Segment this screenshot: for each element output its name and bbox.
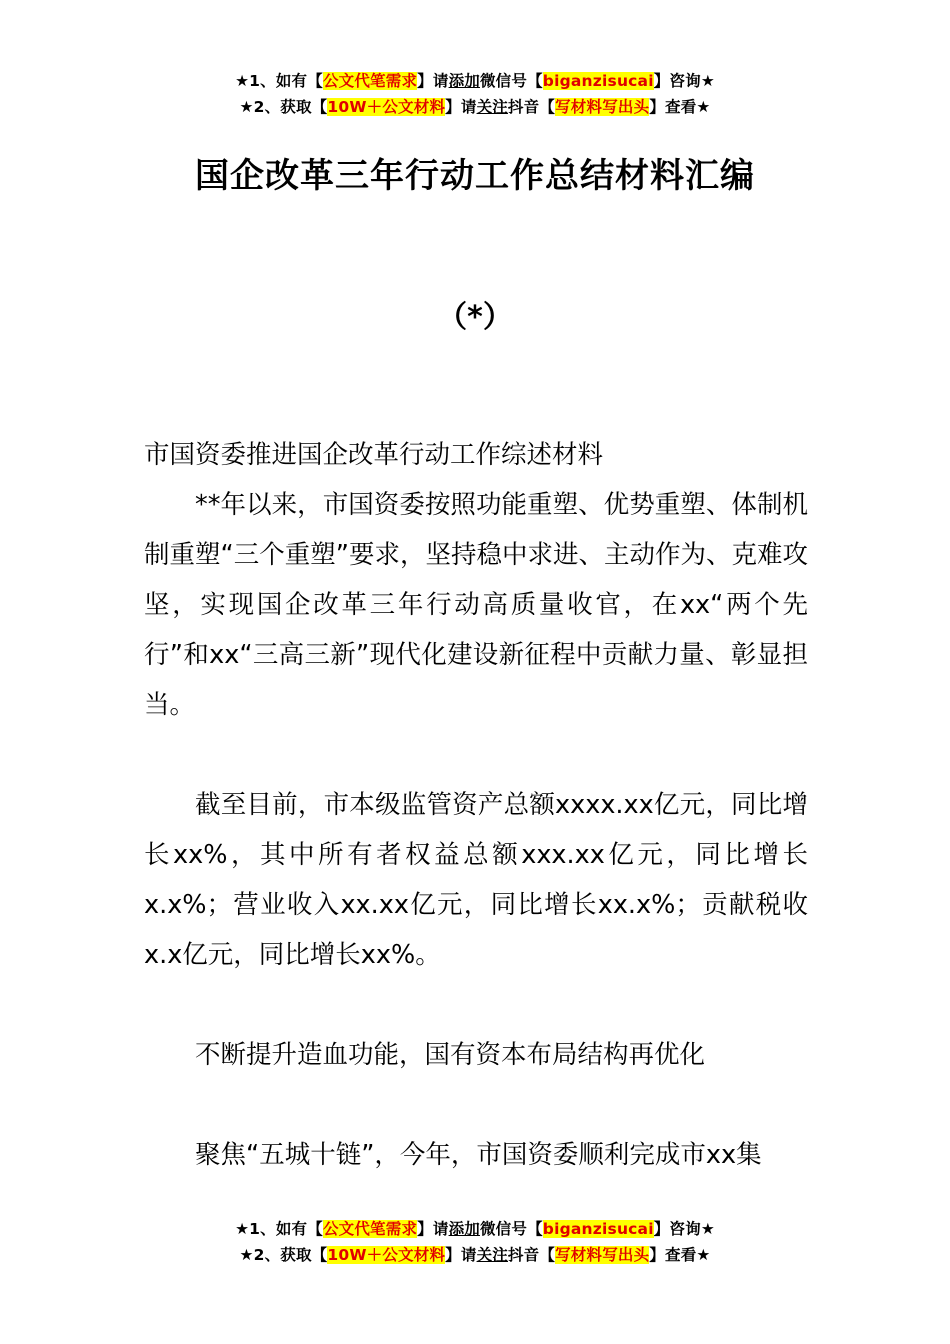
highlight-materials: 10W＋公文材料 [327,1246,446,1264]
paragraph: 聚焦“五城十链”，今年，市国资委顺利完成市xx集 [195,1140,762,1170]
highlight-douyin-account: 写材料写出头 [555,98,650,116]
highlight-service: 公文代笔需求 [322,1220,418,1238]
notice-line-1: ★1、如有【公文代笔需求】请添加微信号【biganzisucai】咨询★ [235,72,715,90]
subsection-heading: 不断提升造血功能，国有资本布局结构再优化 [195,1040,706,1070]
notice-line-1: ★1、如有【公文代笔需求】请添加微信号【biganzisucai】咨询★ [235,1220,715,1238]
document-body [144,430,808,1180]
highlight-douyin-account: 写材料写出头 [555,1246,650,1264]
document-title: 国企改革三年行动工作总结材料汇编 [195,156,755,196]
paragraph: **年以来，市国资委按照功能重塑、优势重塑、体制机制重塑“三个重塑”要求，坚持稳中求进、主动作为、克难攻坚，实现国企改革三年行动高质量收官，在xx“两个先行”和xx“三高三新”现代化建设新征程中贡献力量、彰显担当。 [144,490,808,720]
header-notice [0,68,950,120]
highlight-wechat-id: biganzisucai [542,72,654,90]
section-heading: 市国资委推进国企改革行动工作综述材料 [144,440,604,470]
document-subtitle: （*） [437,300,513,335]
paragraph: 截至目前，市本级监管资产总额xxxx.xx亿元，同比增长xx%，其中所有者权益总额xxx.xx亿元，同比增长x.x%；营业收入xx.xx亿元，同比增长xx.x%；贡献税收x.x亿元，同比增长xx%。 [144,790,808,970]
footer-notice [0,1216,950,1268]
notice-line-2: ★2、获取【10W＋公文材料】请关注抖音【写材料写出头】查看★ [239,1246,711,1264]
highlight-service: 公文代笔需求 [322,72,418,90]
notice-line-2: ★2、获取【10W＋公文材料】请关注抖音【写材料写出头】查看★ [239,98,711,116]
highlight-wechat-id: biganzisucai [542,1220,654,1238]
highlight-materials: 10W＋公文材料 [327,98,446,116]
